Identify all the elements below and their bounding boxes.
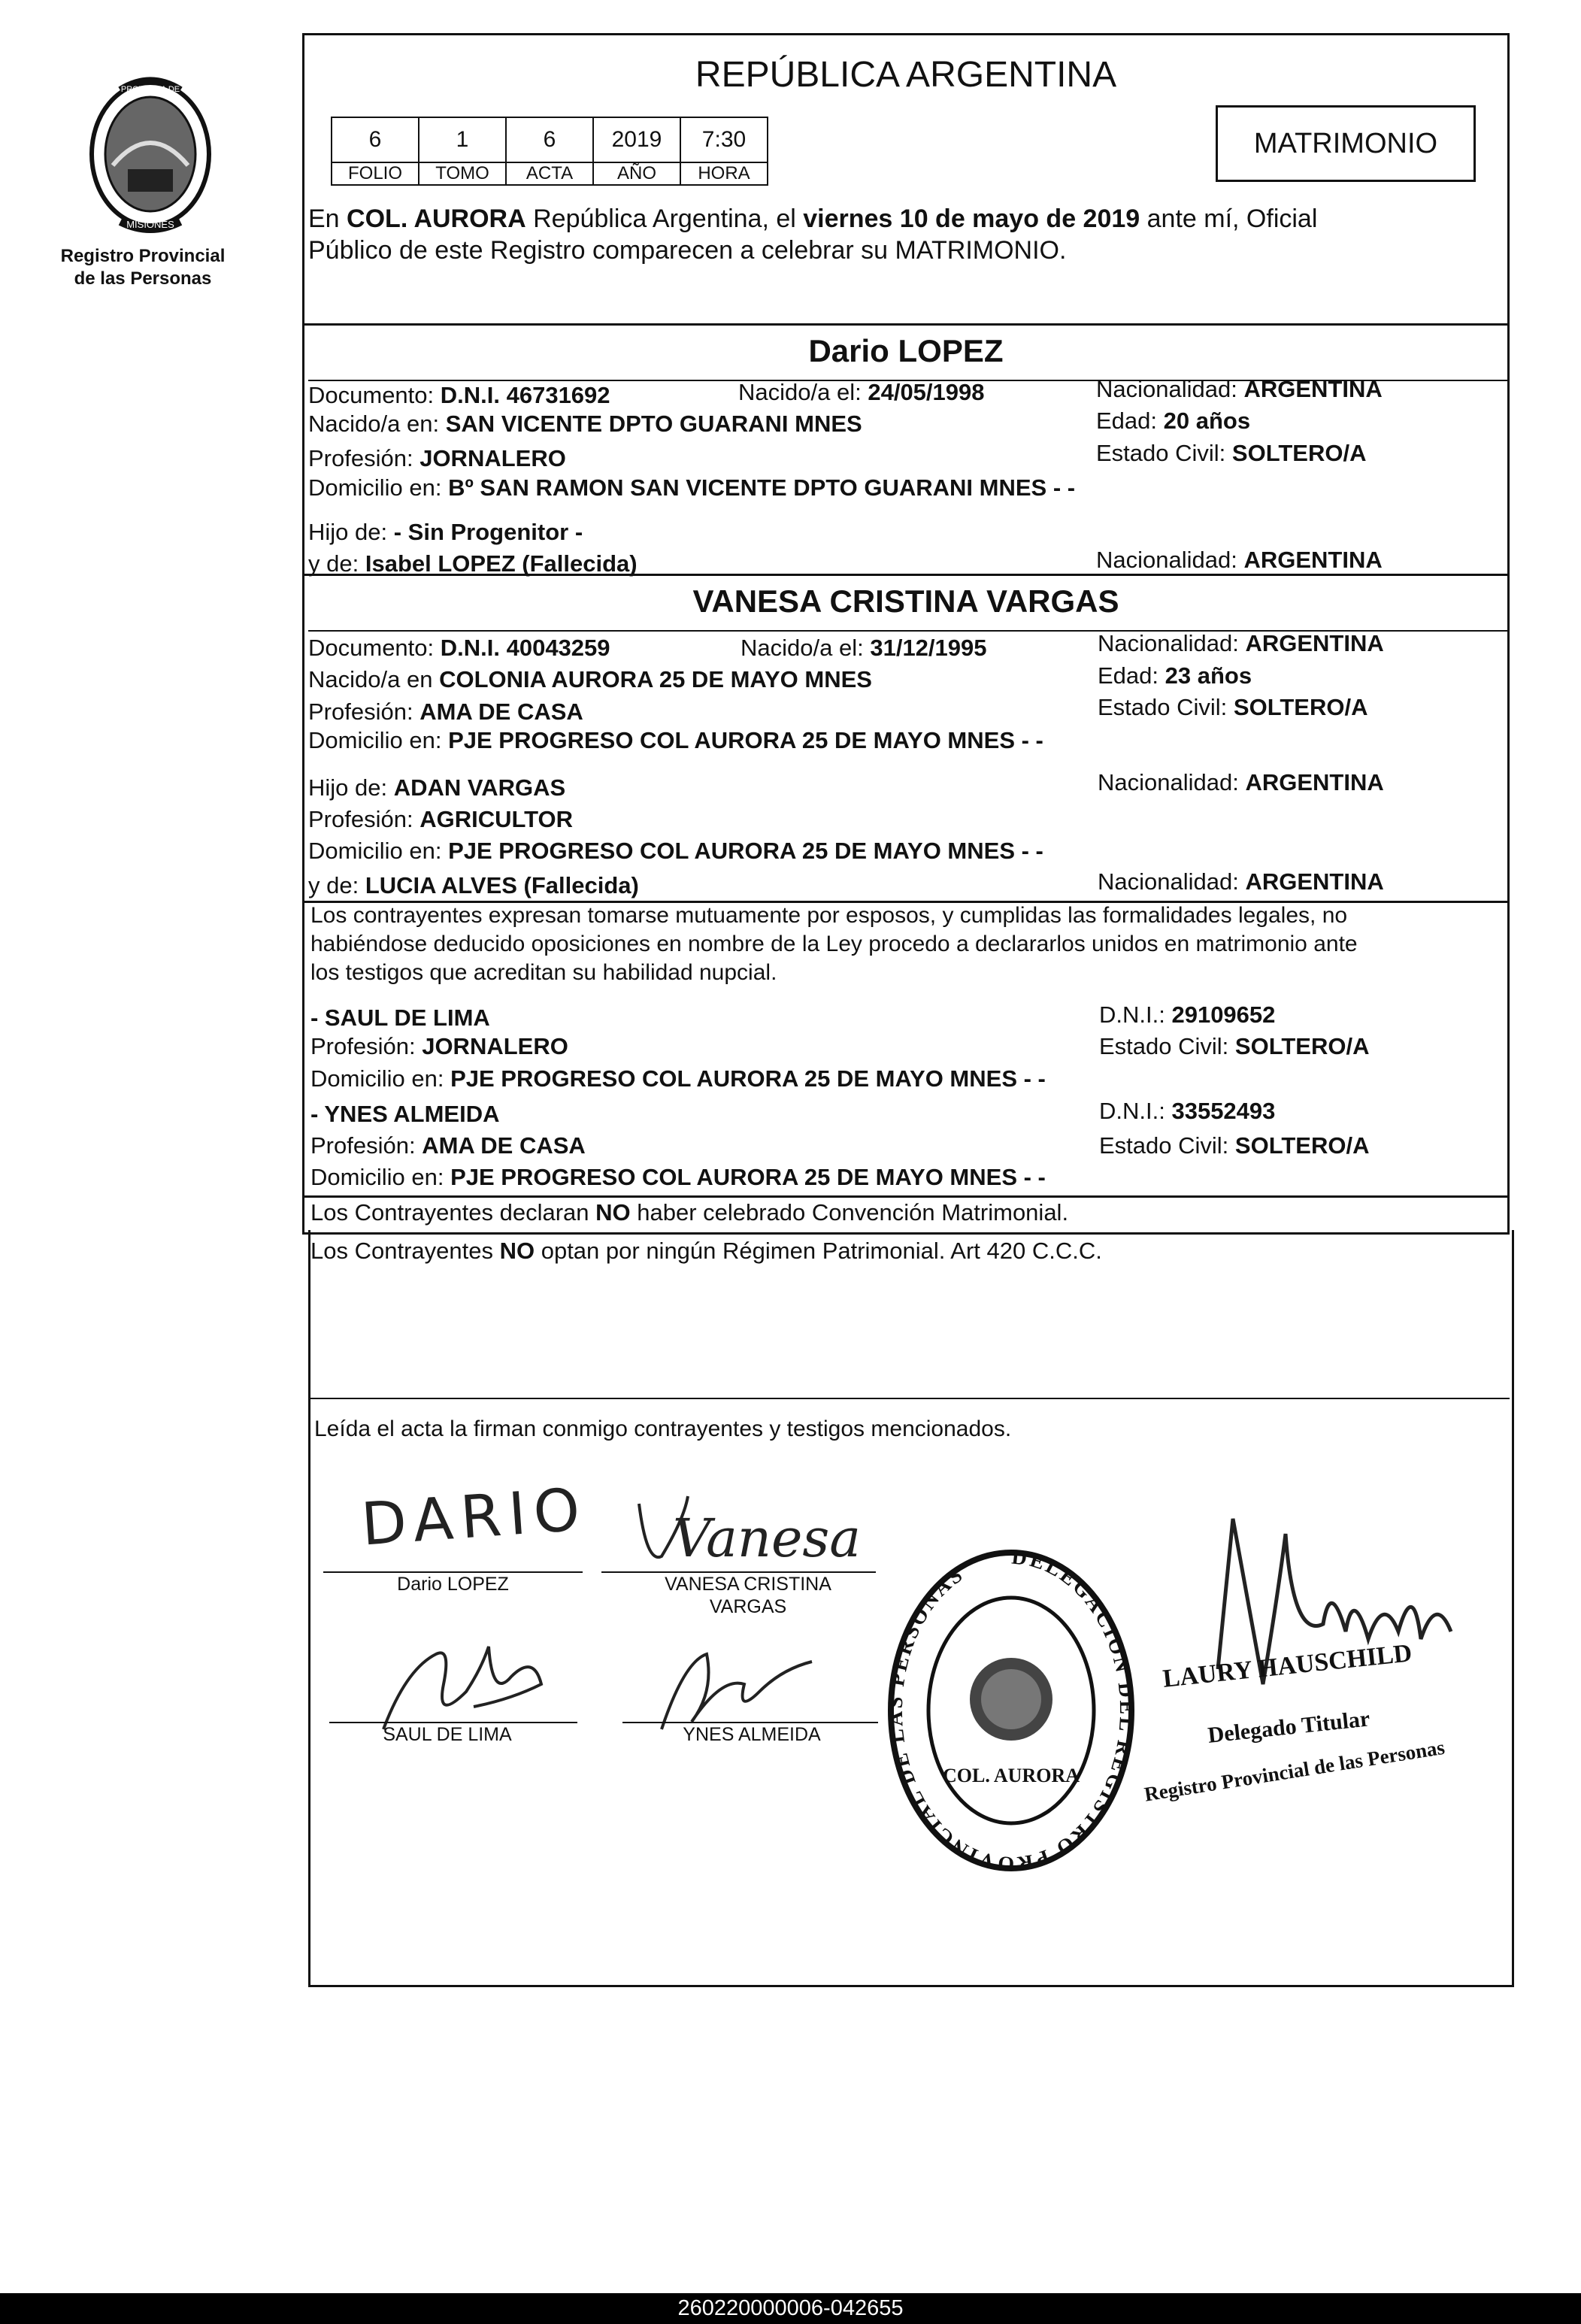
- official-stamp: [880, 1541, 1143, 1880]
- bride-profession: Profesión: AMA DE CASA: [308, 698, 583, 725]
- intro-date: viernes 10 de mayo de 2019: [803, 205, 1140, 233]
- witness-1-profession: Profesión: JORNALERO: [310, 1033, 568, 1059]
- witness-2-address: Domicilio en: PJE PROGRESO COL AURORA 25 DE MAYO MNES - -: [310, 1164, 1046, 1190]
- seal-text-bottom: MISIONES: [126, 219, 174, 230]
- registry-seal: [75, 75, 226, 248]
- groom-signature-label: Dario LOPEZ: [397, 1574, 509, 1595]
- anio-label: AÑO: [593, 162, 680, 185]
- groom-nationality: Nacionalidad: ARGENTINA: [1096, 376, 1383, 402]
- anio-value: 2019: [593, 117, 680, 162]
- bride-father: Hijo de: ADAN VARGAS: [308, 774, 566, 801]
- closing-statement: Leída el acta la firman conmigo contrayentes y testigos mencionados.: [314, 1417, 1012, 1441]
- document-barcode-text: 260220000006-042655: [0, 2293, 1581, 2324]
- act-type-box: [1216, 105, 1476, 182]
- bride-signature-label-2: VARGAS: [709, 1596, 787, 1617]
- acta-label: ACTA: [506, 162, 593, 185]
- acta-value: 6: [506, 117, 593, 162]
- stamp-center-text: COL. AURORA: [942, 1765, 1080, 1786]
- intro-place: COL. AURORA: [347, 205, 526, 233]
- groom-age: Edad: 20 años: [1096, 408, 1251, 434]
- witness-2-dni: D.N.I.: 33552493: [1099, 1098, 1276, 1124]
- groom-doc: Documento: D.N.I. 46731692: [308, 382, 610, 408]
- witness-1-signature-label: SAUL DE LIMA: [383, 1724, 512, 1745]
- bride-signature-label-1: VANESA CRISTINA: [665, 1574, 831, 1595]
- witness-1-civil-status: Estado Civil: SOLTERO/A: [1099, 1033, 1370, 1059]
- groom-profession: Profesión: JORNALERO: [308, 445, 566, 471]
- hora-value: 7:30: [680, 117, 768, 162]
- bride-civil-status: Estado Civil: SOLTERO/A: [1098, 694, 1368, 720]
- declaration-line-2: habiéndose deducido oposiciones en nombre de la Ley procedo a declararlos unidos en matrimonio ante: [310, 932, 1358, 956]
- witness-1-name: - SAUL DE LIMA: [310, 1004, 490, 1031]
- groom-civil-status: Estado Civil: SOLTERO/A: [1096, 440, 1367, 466]
- officer-office: Registro Provincial de las Personas: [1143, 1735, 1446, 1806]
- note-convention: Los Contrayentes declaran NO haber celebrado Convención Matrimonial.: [310, 1199, 1069, 1226]
- groom-name: Dario LOPEZ: [808, 333, 1004, 368]
- witness-1-address: Domicilio en: PJE PROGRESO COL AURORA 25 DE MAYO MNES - -: [310, 1065, 1046, 1092]
- bride-nationality: Nacionalidad: ARGENTINA: [1098, 630, 1384, 656]
- bride-born: Nacido/a el: 31/12/1995: [741, 635, 987, 661]
- folio-label: FOLIO: [332, 162, 419, 185]
- hora-label: HORA: [680, 162, 768, 185]
- intro-line-1: En COL. AURORA República Argentina, el viernes 10 de mayo de 2019 ante mí, Oficial: [308, 205, 1318, 233]
- declaration-line-1: Los contrayentes expresan tomarse mutuamente por esposos, y cumplidas las formalidades legales, no: [310, 903, 1348, 928]
- act-type: MATRIMONIO: [1253, 127, 1438, 159]
- registration-data-table: [331, 117, 768, 186]
- declaration-line-3: los testigos que acreditan su habilidad nupcial.: [310, 960, 777, 985]
- bride-father-nationality: Nacionalidad: ARGENTINA: [1098, 769, 1384, 795]
- bride-age: Edad: 23 años: [1098, 662, 1252, 689]
- bride-name: VANESA CRISTINA VARGAS: [692, 583, 1119, 619]
- stamp-ring-text: DELEGACION DEL REGISTRO PROVINCIAL DE LAS PERSONAS: [883, 1545, 1139, 1876]
- seal-text-top: PROVINCIA DE: [120, 85, 180, 94]
- groom-signature: [353, 1459, 579, 1564]
- registry-label-1: Registro Provincial: [60, 246, 226, 266]
- groom-address: Domicilio en: Bº SAN RAMON SAN VICENTE DPTO GUARANI MNES - -: [308, 474, 1076, 501]
- bride-father-profession: Profesión: AGRICULTOR: [308, 806, 573, 832]
- groom-born: Nacido/a el: 24/05/1998: [738, 379, 985, 405]
- note-regime: Los Contrayentes NO optan por ningún Régimen Patrimonial. Art 420 C.C.C.: [310, 1238, 1102, 1264]
- groom-mother: y de: Isabel LOPEZ (Fallecida): [308, 550, 638, 577]
- groom-signature-handwriting: DARIO: [359, 1475, 579, 1559]
- officer-name: LAURY HAUSCHILD: [1162, 1639, 1413, 1693]
- bride-signature: [616, 1474, 872, 1579]
- officer-title: Delegado Titular: [1207, 1706, 1371, 1748]
- witness-2-name: - YNES ALMEIDA: [310, 1101, 500, 1127]
- bride-mother-nationality: Nacionalidad: ARGENTINA: [1098, 868, 1384, 895]
- groom-mother-nationality: Nacionalidad: ARGENTINA: [1096, 547, 1383, 573]
- tomo-label: TOMO: [419, 162, 506, 185]
- witness-2-civil-status: Estado Civil: SOLTERO/A: [1099, 1132, 1370, 1159]
- witness-1-dni: D.N.I.: 29109652: [1099, 1001, 1276, 1028]
- misiones-seal-emblem: [75, 75, 226, 248]
- country-title: REPÚBLICA ARGENTINA: [695, 55, 1117, 95]
- bride-mother: y de: LUCIA ALVES (Fallecida): [308, 872, 639, 898]
- registry-label-2: de las Personas: [74, 268, 212, 289]
- tomo-value: 1: [419, 117, 506, 162]
- bride-signature-handwriting: Vanesa: [673, 1507, 862, 1569]
- bride-birthplace: Nacido/a en COLONIA AURORA 25 DE MAYO MNES: [308, 666, 872, 692]
- bride-father-address: Domicilio en: PJE PROGRESO COL AURORA 25 DE MAYO MNES - -: [308, 838, 1043, 864]
- witness-2-signature-label: YNES ALMEIDA: [683, 1724, 821, 1745]
- witness-2-profession: Profesión: AMA DE CASA: [310, 1132, 586, 1159]
- intro-line-2: Público de este Registro comparecen a celebrar su MATRIMONIO.: [308, 236, 1067, 265]
- groom-birthplace: Nacido/a en: SAN VICENTE DPTO GUARANI MNES: [308, 411, 862, 437]
- groom-father: Hijo de: - Sin Progenitor -: [308, 519, 583, 545]
- bride-address: Domicilio en: PJE PROGRESO COL AURORA 25 DE MAYO MNES - -: [308, 727, 1043, 753]
- folio-value: 6: [332, 117, 419, 162]
- bride-doc: Documento: D.N.I. 40043259: [308, 635, 610, 661]
